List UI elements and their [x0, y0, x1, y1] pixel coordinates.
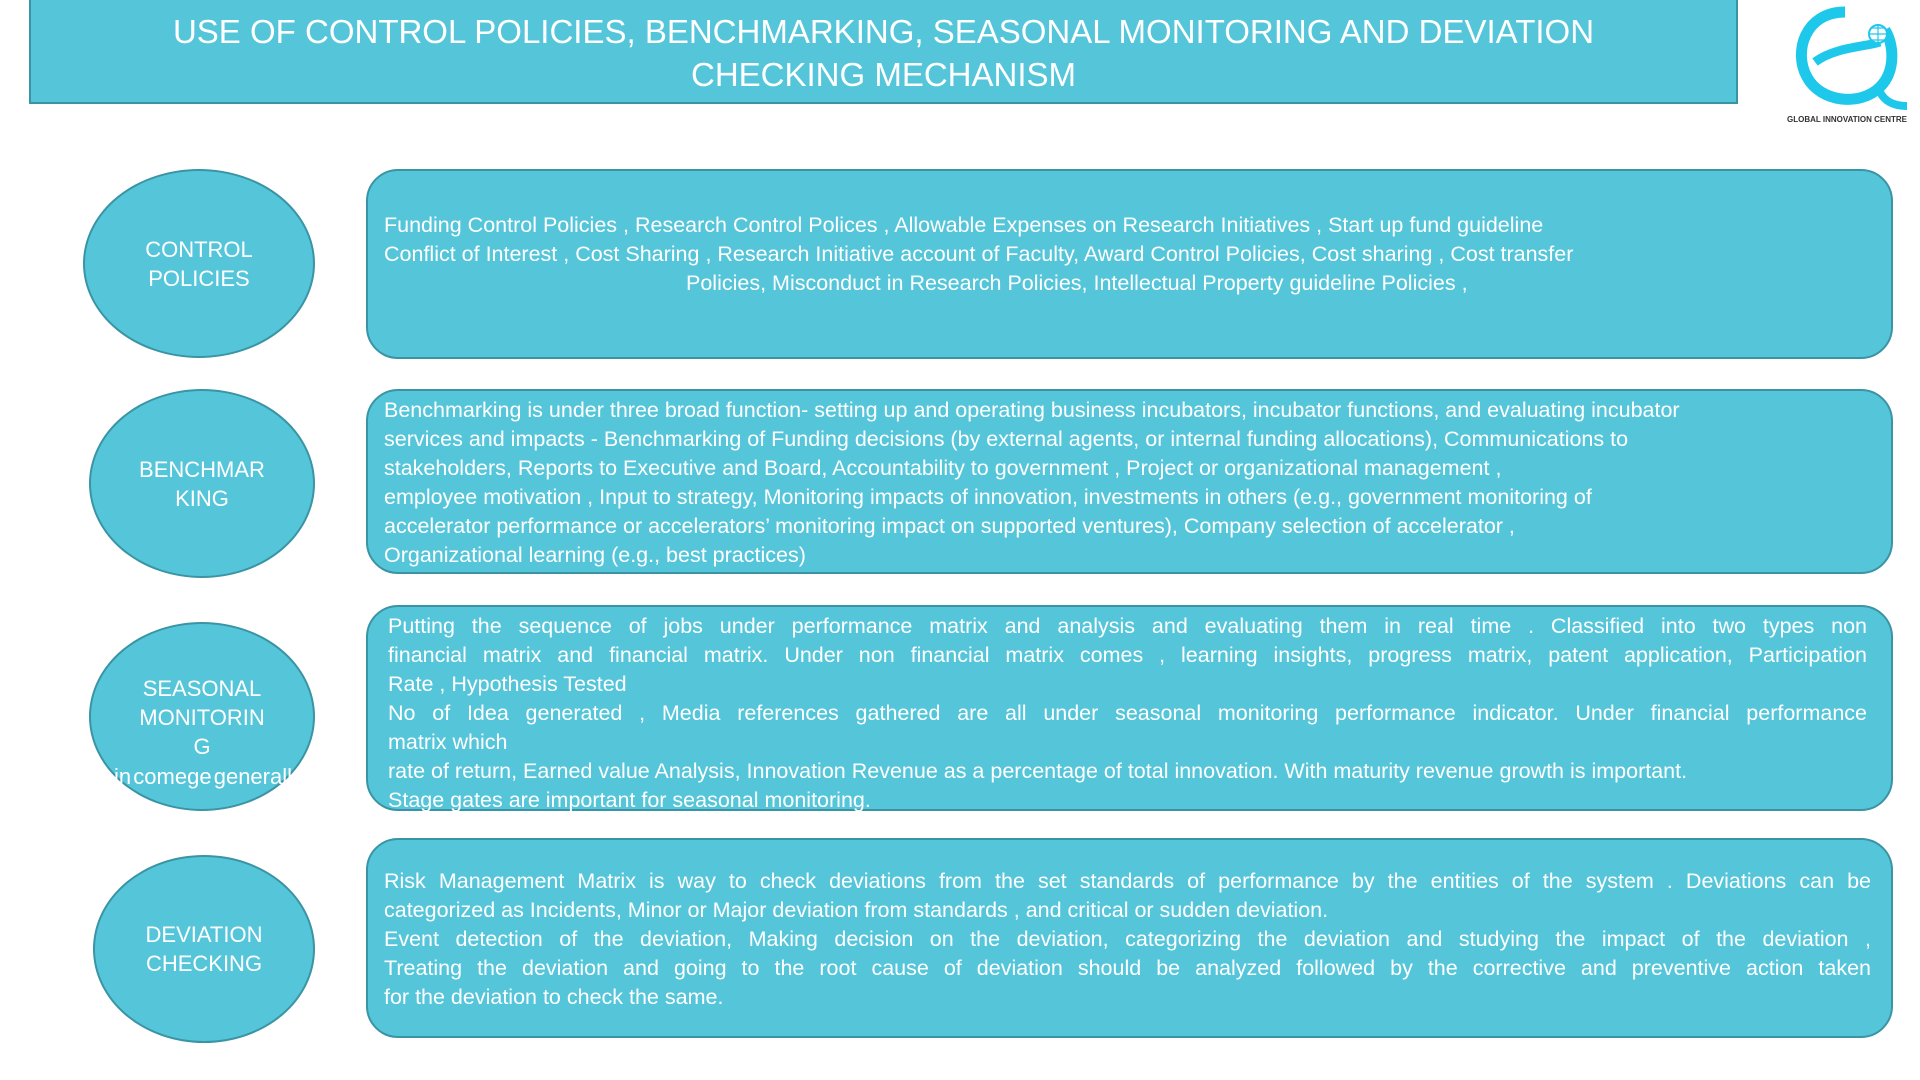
text-line: accelerator performance or accelerators’ monitoring impact on supported ventures), Company selection of accelerator ,	[384, 514, 1515, 538]
text-line: Funding Control Policies , Research Control Polices , Allowable Expenses on Research Initiatives , Start up fund guideline	[384, 213, 1544, 237]
text-line: Stage gates are important for seasonal monitoring.	[388, 788, 871, 812]
label-line: SEASONAL	[142, 676, 262, 701]
label-line: KING	[175, 485, 229, 511]
label-line: MONITORIN	[139, 705, 265, 730]
benchmarking-label	[89, 389, 315, 578]
text-line: No of Idea generated , Media references gathered are all under seasonal monitoring performance indicator. Under financial performance	[388, 701, 1867, 725]
title-line-2: CHECKING MECHANISM	[690, 56, 1077, 93]
label-line: CHECKING	[145, 951, 263, 976]
seasonal-monitoring-box	[366, 605, 1893, 811]
logo-icon	[1785, 2, 1920, 127]
text-line: Putting the sequence of jobs under performance matrix and analysis and evaluating them in real time . Classified into two types non	[388, 614, 1867, 638]
global-innovation-centre-logo	[1785, 2, 1920, 127]
text-line: stakeholders, Reports to Executive and Board, Accountability to government , Project or organizational management ,	[384, 456, 1502, 480]
deviation-checking-label	[93, 855, 315, 1043]
text-line: for the deviation to check the same.	[384, 985, 724, 1009]
text-line: Conflict of Interest , Cost Sharing , Research Initiative account of Faculty, Award Control Policies, Cost sharing , Cost transfer	[384, 242, 1574, 266]
title-line-1: USE OF CONTROL POLICIES, BENCHMARKING, SEASONAL MONITORING AND DEVIATION	[172, 13, 1595, 50]
stray-text-row	[114, 764, 292, 790]
stray-text: in	[114, 764, 132, 789]
label-line: BENCHMAR	[139, 456, 265, 482]
text-line: Treating the deviation and going to the root cause of deviation should be analyzed followed by the corrective and preventive action taken	[384, 956, 1871, 980]
stray-text: generall	[213, 764, 292, 789]
text-line: Risk Management Matrix is way to check deviations from the set standards of performance by the entities of the system . Deviations can be	[384, 869, 1871, 893]
text-line: rate of return, Earned value Analysis, Innovation Revenue as a percentage of total innovation. With maturity revenue growth is important.	[388, 759, 1688, 783]
label-line: CONTROL	[145, 236, 253, 262]
control-policies-box	[366, 169, 1893, 359]
text-line: services and impacts - Benchmarking of Funding decisions (by external agents, or internal funding allocations), Communications to	[384, 427, 1629, 451]
text-line: Rate , Hypothesis Tested	[388, 672, 627, 696]
text-line: employee motivation , Input to strategy, Monitoring impacts of innovation, investments in others (e.g., government monitoring of	[384, 485, 1592, 509]
svg-text:GLOBAL INNOVATION CENTRE: GLOBAL INNOVATION CENTRE	[1787, 115, 1907, 124]
label-line: DEVIATION	[145, 922, 263, 947]
deviation-checking-box	[366, 838, 1893, 1038]
label-line: POLICIES	[148, 265, 250, 291]
text-line: Organizational learning (e.g., best practices)	[384, 543, 806, 567]
text-line: categorized as Incidents, Minor or Major deviation from standards , and critical or sudden deviation.	[384, 898, 1329, 922]
text-line: Event detection of the deviation, Making decision on the deviation, categorizing the deviation and studying the impact of the deviation ,	[384, 927, 1871, 951]
stray-text: comege	[133, 764, 212, 789]
label-line: G	[193, 734, 211, 759]
control-policies-label	[83, 169, 315, 358]
benchmarking-box	[366, 389, 1893, 574]
page-title	[29, 0, 1738, 104]
text-line: matrix which	[388, 730, 508, 754]
text-line: financial matrix and financial matrix. Under non financial matrix comes , learning insights, progress matrix, patent application, Participation	[388, 643, 1867, 667]
text-line: Benchmarking is under three broad function- setting up and operating business incubators, incubator functions, and evaluating incubator	[384, 398, 1680, 422]
text-line: Policies, Misconduct in Research Policies, Intellectual Property guideline Policies ,	[686, 271, 1468, 295]
